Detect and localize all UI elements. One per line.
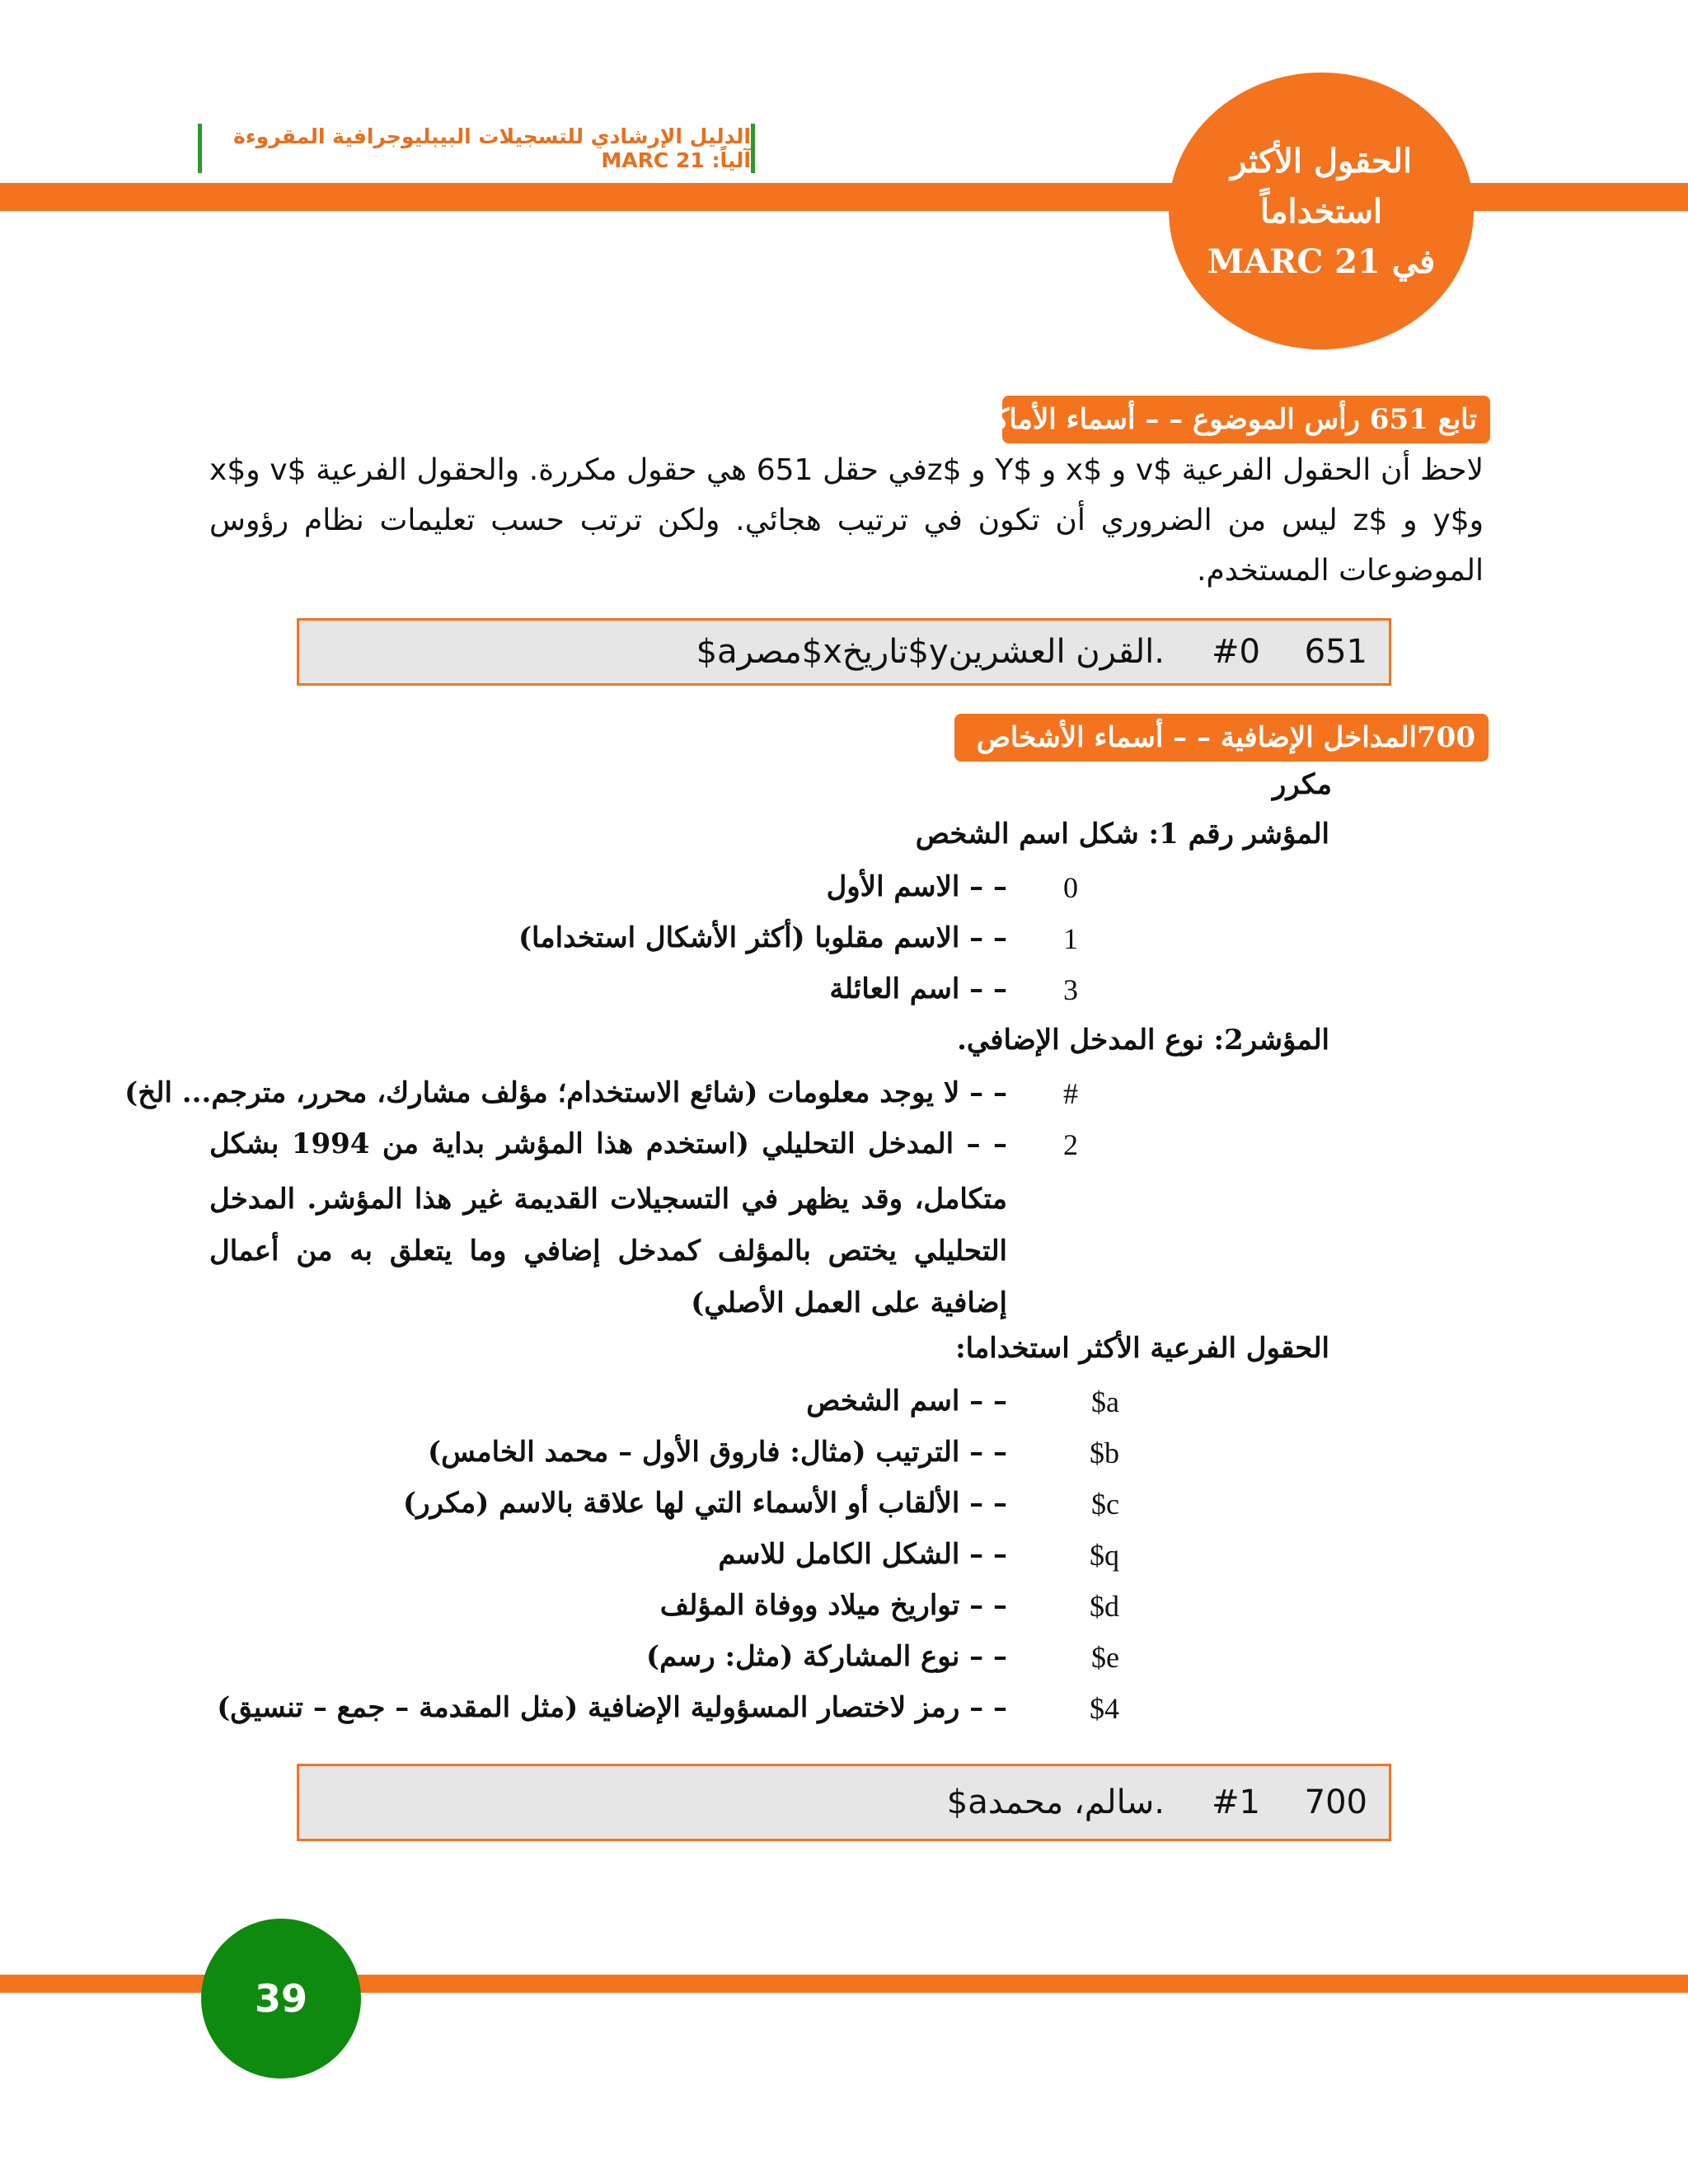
example-tag: 700 (1304, 1783, 1367, 1821)
subfield-text-e: – – نوع المشاركة (مثل: رسم) (646, 1640, 1007, 1673)
indicator1-text-1: – – الاسم مقلوبا (أكثر الأشكال استخداما) (518, 921, 1007, 954)
running-title (198, 124, 755, 173)
section-700-heading: 700المداخل الإضافية – – أسماء الأشخاص (954, 714, 1489, 762)
example-700 (297, 1764, 1391, 1841)
subfield-text-d: – – تواريخ ميلاد ووفاة المؤلف (659, 1589, 1007, 1622)
repeatable-label: مكرر (1272, 768, 1332, 801)
indicator2-text-1: – – المدخل التحليلي (استخدم هذا المؤشر بداية من 1994 بشكل (209, 1127, 1007, 1160)
indicator1-value-2 (1063, 972, 1078, 1007)
value-code: 0 (1063, 871, 1078, 904)
subfield-code-4: $4 (1090, 1692, 1119, 1725)
indicator2-continuation: متكامل، وقد يظهر في التسجيلات القديمة غير هذا المؤشر. المدخل التحليلي يختص بالمؤلف كمدخل إضافي وما يتعلق به من أعمال إضافية على العمل الأصلي) (209, 1183, 1007, 1319)
subfield-text-b: – – الترتيب (مثال: فاروق الأول – محمد الخامس) (427, 1436, 1007, 1469)
value-code: 3 (1063, 973, 1078, 1006)
indicator2-code-1 (1063, 1127, 1078, 1162)
page-number: 39 (201, 1919, 361, 2079)
subfield-text-c: – – الألقاب أو الأسماء التي لها علاقة بالاسم (مكرر) (402, 1487, 1007, 1520)
subfield-code-d: $d (1090, 1590, 1119, 1623)
indicator2-code-0 (1063, 1076, 1078, 1111)
subfields-title: الحقول الفرعية الأكثر استخداما: (955, 1332, 1329, 1365)
subfield-code-q: $q (1090, 1539, 1119, 1572)
example-indicators: #0 (1212, 633, 1260, 671)
example-indicators: #1 (1212, 1783, 1260, 1821)
subfield-code-e: $e (1091, 1641, 1119, 1674)
chapter-line-3: في MARC 21 (1207, 241, 1436, 281)
subfield-text-4: – – رمز لاختصار المسؤولية الإضافية (مثل المقدمة – جمع – تنسيق) (217, 1691, 1007, 1724)
subfield-text-q: – – الشكل الكامل للاسم (718, 1538, 1007, 1571)
example-651 (297, 618, 1391, 686)
indicator2-title: المؤشر2: نوع المدخل الإضافي. (957, 1024, 1329, 1057)
indicator1-text-0: – – الاسم الأول (826, 870, 1007, 903)
chapter-badge (1169, 73, 1474, 349)
example-tag: 651 (1304, 633, 1367, 671)
value-code: 1 (1063, 922, 1078, 955)
example-value: $aمصر$xتاريخ$yالقرن العشرين. (696, 633, 1165, 671)
subfield-code-c: $c (1091, 1488, 1119, 1521)
running-title-text: الدليل الإرشادي للتسجيلات البيبليوجرافية المقروءة آلياً: MARC 21 (233, 124, 751, 172)
indicator1-text-2: – – اسم العائلة (829, 972, 1007, 1005)
example-value: $aسالم، محمد. (946, 1783, 1165, 1821)
indicator1-value-0 (1063, 870, 1078, 905)
chapter-line-2: استخداماً (1259, 191, 1383, 231)
chapter-line-1: الحقول الأكثر (1230, 141, 1413, 180)
section-651-heading: تابع 651 رأس الموضوع – – أسماء الأماكن (1002, 396, 1490, 443)
indicator2-text-0: – – لا يوجد معلومات (شائع الاستخدام؛ مؤلف مشارك، محرر، مترجم... الخ) (124, 1076, 1007, 1109)
value-code: # (1063, 1077, 1078, 1110)
subfield-code-b: $b (1090, 1436, 1119, 1469)
indicator1-title: المؤشر رقم 1: شكل اسم الشخص (915, 818, 1329, 851)
section-651-paragraph: لاحظ أن الحقول الفرعية $v و $x و $Y و $zفي حقل 651 هي حقول مكررة. والحقول الفرعية $v و$x و$y و $z ليس من الضروري أن تكون في ترتيب هجائي. ولكن ترتب حسب تعليمات نظام رؤوس الموضوعات المستخدم. (209, 453, 1484, 588)
indicator1-value-1 (1063, 921, 1078, 956)
value-code: 2 (1063, 1128, 1078, 1161)
subfield-text-a: – – اسم الشخص (806, 1385, 1007, 1418)
subfield-code-a: $a (1091, 1385, 1119, 1418)
